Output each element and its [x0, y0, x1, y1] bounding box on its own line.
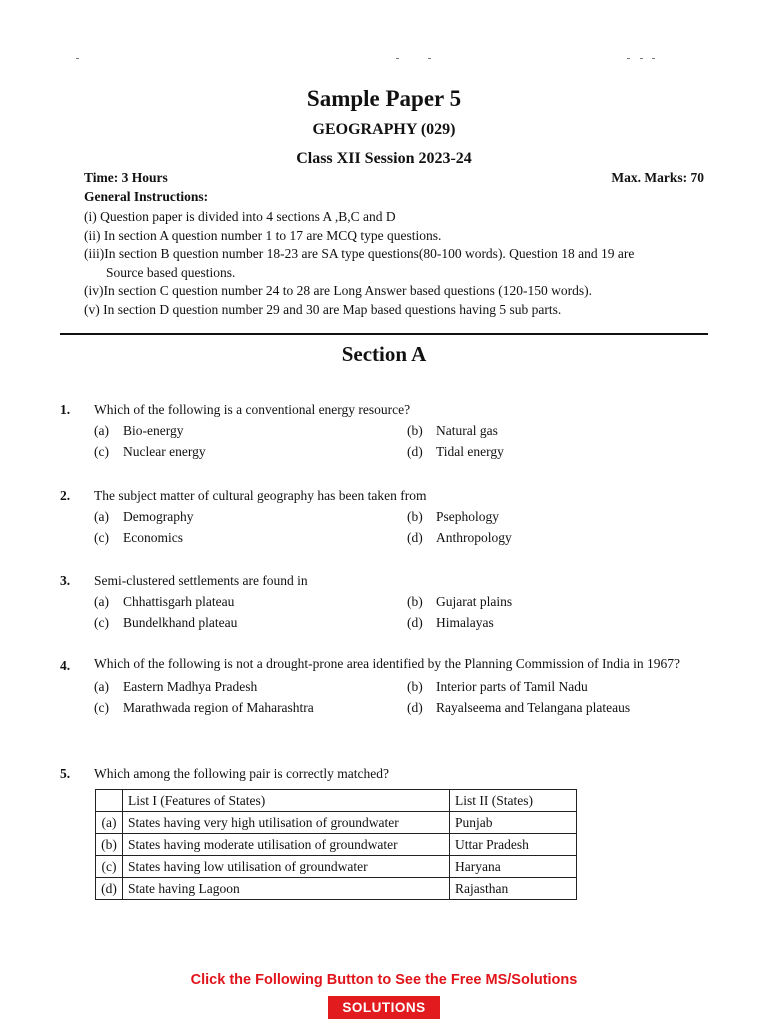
class-session: Class XII Session 2023-24 — [296, 150, 472, 167]
option-c: (c) Marathwada region of Maharashtra — [94, 700, 314, 715]
solutions-cta-text: Click the Following Button to See the Free MS/Solutions — [190, 972, 578, 988]
option-b: (b) Interior parts of Tamil Nadu — [407, 679, 588, 694]
table-row — [96, 834, 577, 856]
instruction-item: Source based questions. — [106, 264, 236, 280]
table-row — [96, 812, 577, 834]
scan-mark — [640, 58, 643, 59]
option-b: (b) Gujarat plains — [407, 594, 513, 609]
option-a: (a) Chhattisgarh plateau — [94, 594, 235, 609]
question-2 — [60, 485, 720, 548]
option-a: (a) Bio-energy — [94, 423, 184, 438]
feature-cell: State having Lagoon — [123, 878, 450, 900]
instruction-item: (iii)In section B question number 18-23 are SA type questions(80-100 words). Question 18 and 19 are — [84, 246, 635, 261]
option-d: (d) Tidal energy — [407, 444, 504, 459]
question-number: 4. — [60, 658, 71, 673]
instruction-item: (iv)In section C question number 24 to 28 are Long Answer based questions (120-150 words). — [84, 283, 593, 298]
option-b: (b) Psephology — [407, 509, 500, 524]
instruction-item: (ii) In section A question number 1 to 17 are MCQ type questions. — [84, 227, 442, 243]
table-row — [96, 856, 577, 878]
question-3 — [60, 570, 720, 633]
row-label: (b) — [96, 834, 123, 856]
column-header: List II (States) — [450, 790, 577, 812]
option-c: (c) Nuclear energy — [94, 444, 206, 459]
options — [94, 420, 720, 462]
question-stem: Which of the following is not a drought-prone area identified by the Planning Commission of India in 1967? — [94, 656, 681, 671]
state-cell: Uttar Pradesh — [450, 834, 577, 856]
question-stem: Semi-clustered settlements are found in — [94, 573, 308, 588]
question-number: 3. — [60, 573, 71, 588]
scan-mark — [627, 58, 630, 59]
option-a: (a) Eastern Madhya Pradesh — [94, 679, 258, 694]
options — [94, 591, 720, 633]
option-c: (c) Economics — [94, 530, 183, 545]
question-5 — [60, 763, 720, 784]
section-divider — [60, 333, 708, 335]
paper-title: Sample Paper 5 — [306, 86, 462, 111]
match-table — [95, 789, 577, 900]
scan-marks — [0, 58, 768, 68]
time-allowed: Time: 3 Hours — [84, 170, 168, 185]
scan-mark — [396, 58, 399, 59]
question-stem: Which among the following pair is correctly matched? — [94, 766, 390, 781]
options — [94, 676, 720, 718]
question-stem: The subject matter of cultural geography has been taken from — [94, 488, 427, 503]
table-cell — [96, 790, 123, 812]
feature-cell: States having low utilisation of groundwater — [123, 856, 450, 878]
feature-cell: States having very high utilisation of groundwater — [123, 812, 450, 834]
column-header: List I (Features of States) — [123, 790, 450, 812]
question-number: 1. — [60, 402, 71, 417]
question-number: 2. — [60, 488, 71, 503]
max-marks: Max. Marks: 70 — [611, 170, 704, 185]
option-d: (d) Anthropology — [407, 530, 512, 545]
section-title: Section A — [341, 342, 427, 366]
instructions-list — [84, 208, 712, 319]
paper-subject: GEOGRAPHY (029) — [312, 121, 456, 138]
table-header-row — [96, 790, 577, 812]
time-marks-row — [84, 170, 704, 186]
option-d: (d) Rayalseema and Telangana plateaus — [407, 700, 631, 715]
table-row — [96, 878, 577, 900]
instruction-item: (i) Question paper is divided into 4 sections A ,B,C and D — [84, 209, 396, 224]
instruction-item: (v) In section D question number 29 and 30 are Map based questions having 5 sub parts. — [84, 301, 562, 317]
row-label: (d) — [96, 878, 123, 900]
question-1 — [60, 399, 720, 462]
scan-mark — [652, 58, 655, 59]
option-d: (d) Himalayas — [407, 615, 494, 630]
row-label: (a) — [96, 812, 123, 834]
option-c: (c) Bundelkhand plateau — [94, 615, 238, 630]
state-cell: Punjab — [450, 812, 577, 834]
scan-mark — [76, 58, 79, 59]
solutions-button[interactable]: SOLUTIONS — [328, 996, 440, 1019]
question-stem: Which of the following is a conventional energy resource? — [94, 402, 411, 417]
feature-cell: States having moderate utilisation of groundwater — [123, 834, 450, 856]
scan-mark — [428, 58, 431, 59]
state-cell: Rajasthan — [450, 878, 577, 900]
option-b: (b) Natural gas — [407, 423, 498, 438]
state-cell: Haryana — [450, 856, 577, 878]
option-a: (a) Demography — [94, 509, 194, 524]
options — [94, 506, 720, 548]
question-number: 5. — [60, 766, 71, 781]
question-4 — [60, 655, 720, 718]
instructions-heading: General Instructions: — [84, 189, 209, 204]
row-label: (c) — [96, 856, 123, 878]
